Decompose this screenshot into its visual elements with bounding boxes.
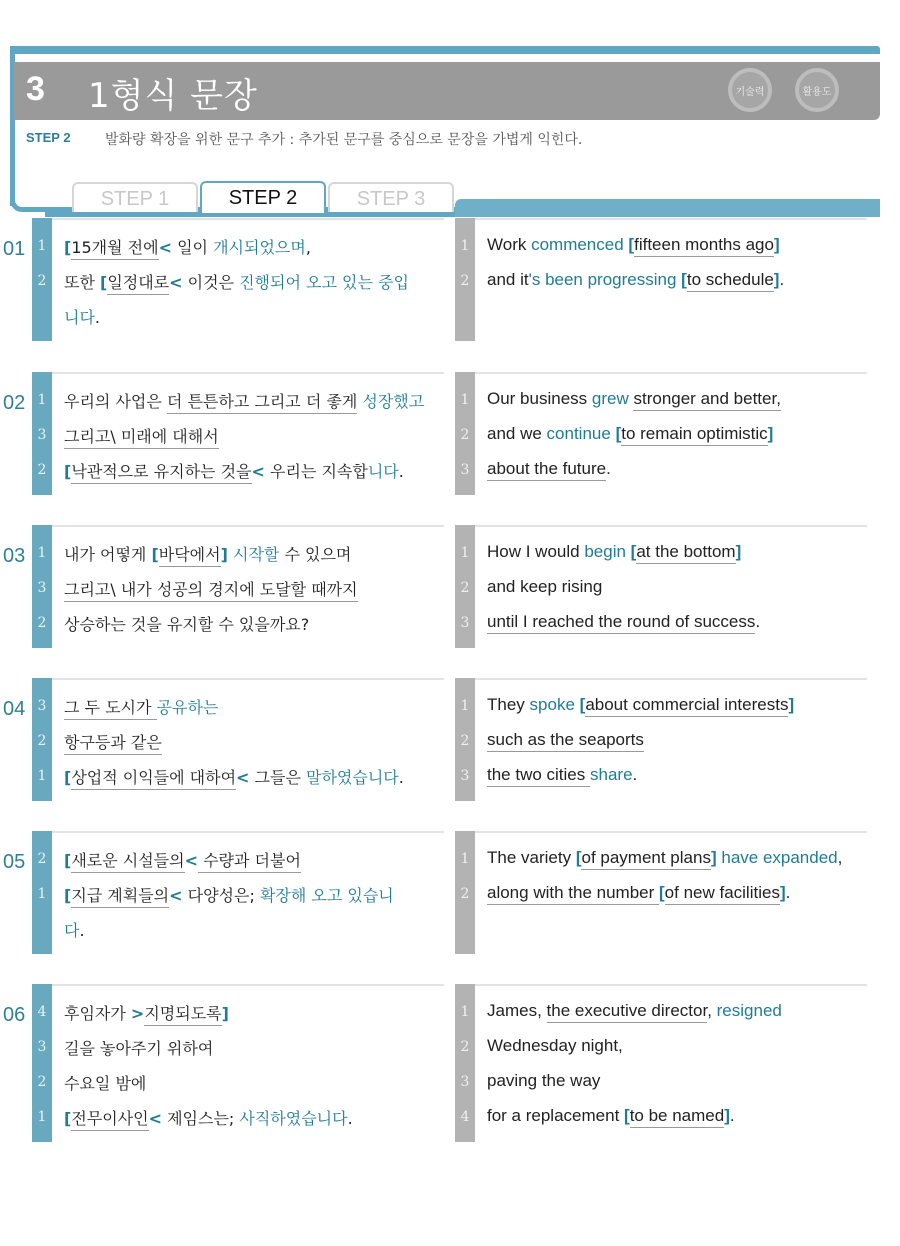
english-column xyxy=(455,218,867,343)
english-column xyxy=(455,678,867,803)
sentence-line xyxy=(455,878,867,913)
bracket-mark: > xyxy=(130,1004,145,1023)
text-segment: 수량과 더불어 xyxy=(198,851,301,873)
bracket-mark: ] xyxy=(767,424,774,443)
line-order-number: 3 xyxy=(37,1039,47,1055)
sentence-line xyxy=(32,760,444,795)
line-text xyxy=(64,1036,213,1059)
bracket-mark: [ xyxy=(64,1109,72,1128)
line-text xyxy=(64,848,301,871)
text-segment: 우리의 사업은 xyxy=(64,392,167,411)
line-text xyxy=(64,695,218,718)
text-segment: until I reached the round of success xyxy=(487,612,755,634)
bracket-mark: < xyxy=(251,462,265,481)
verb-highlight: share xyxy=(590,765,633,784)
item-number: 03 xyxy=(3,545,26,567)
line-text xyxy=(487,848,842,868)
header-frame-corner xyxy=(10,200,50,212)
sentence-line xyxy=(455,265,867,300)
verb-highlight: 개시되었으며 xyxy=(213,238,306,257)
divider xyxy=(455,372,867,374)
sentence-line xyxy=(455,572,867,607)
divider xyxy=(32,678,444,680)
line-order-number: 2 xyxy=(460,1039,470,1055)
line-order-number: 3 xyxy=(37,427,47,443)
text-segment: 그 두 도시가 xyxy=(64,698,157,720)
line-text xyxy=(64,305,100,328)
line-order-number: 2 xyxy=(460,886,470,902)
line-order-number: 1 xyxy=(37,545,47,561)
line-text xyxy=(64,235,311,258)
sentence-line xyxy=(32,454,444,489)
line-text xyxy=(64,270,409,293)
text-segment: to remain optimistic xyxy=(621,424,767,446)
line-order-number: 2 xyxy=(460,427,470,443)
line-text xyxy=(487,765,637,785)
bracket-mark: ] xyxy=(779,883,786,902)
line-order-number: 2 xyxy=(460,580,470,596)
line-order-number: 1 xyxy=(460,238,470,254)
bracket-mark: [ xyxy=(630,542,637,561)
bracket-mark: [ xyxy=(575,848,582,867)
bracket-mark: ] xyxy=(788,695,795,714)
line-text xyxy=(64,542,351,565)
line-text xyxy=(64,883,394,906)
text-segment: Work xyxy=(487,235,532,254)
sentence-line xyxy=(455,996,867,1031)
text-segment: 낙관적으로 유지하는 것을 xyxy=(71,462,251,484)
text-segment: . xyxy=(398,768,404,787)
sentence-line xyxy=(32,725,444,760)
sentence-line xyxy=(455,843,867,878)
bracket-mark: < xyxy=(236,768,250,787)
line-text xyxy=(64,1106,353,1129)
text-segment: of new facilities xyxy=(665,883,780,905)
item-number: 02 xyxy=(3,392,26,414)
text-segment: 바닥에서 xyxy=(159,545,221,567)
text-segment: Our business xyxy=(487,389,592,408)
text-segment: 전무이사인 xyxy=(71,1109,148,1131)
text-segment: 제임스는; xyxy=(162,1109,240,1128)
header-frame-top xyxy=(10,46,880,54)
sentence-line xyxy=(455,607,867,642)
line-text xyxy=(487,1071,600,1091)
verb-highlight: 말하였습니다 xyxy=(306,768,399,787)
divider xyxy=(32,218,444,220)
sentence-line xyxy=(32,690,444,725)
text-segment: 길을 놓아주기 위하여 xyxy=(64,1039,214,1058)
text-segment: such as the seaports xyxy=(487,730,644,752)
bracket-mark: [ xyxy=(659,883,665,902)
line-order-number: 1 xyxy=(460,545,470,561)
line-order-number: 1 xyxy=(37,238,47,254)
line-text xyxy=(64,577,358,600)
sentence-line xyxy=(32,230,444,265)
korean-column xyxy=(32,525,444,650)
bracket-mark: ] xyxy=(773,235,780,254)
bracket-mark: < xyxy=(158,238,172,257)
korean-column xyxy=(32,831,444,956)
line-order-number: 3 xyxy=(460,1074,470,1090)
text-segment: . xyxy=(79,921,85,940)
line-order-number: 1 xyxy=(460,1004,470,1020)
text-segment: . xyxy=(606,459,611,478)
text-segment: and keep rising xyxy=(487,577,603,596)
sentence-line xyxy=(32,843,444,878)
text-segment: 지명되도록 xyxy=(144,1004,221,1026)
line-order-number: 2 xyxy=(37,1074,47,1090)
sentence-line xyxy=(455,1066,867,1101)
line-order-number: 3 xyxy=(37,698,47,714)
line-text xyxy=(487,459,611,479)
text-segment: They xyxy=(487,695,530,714)
line-text xyxy=(487,577,602,597)
bracket-mark: < xyxy=(169,273,183,292)
line-order-number: 1 xyxy=(460,851,470,867)
line-text xyxy=(487,730,644,750)
text-segment: 일이 xyxy=(172,238,214,257)
sentence-line xyxy=(455,230,867,265)
bracket-mark: [ xyxy=(64,462,72,481)
line-order-number: 1 xyxy=(37,768,47,784)
text-segment: about the future xyxy=(487,459,606,481)
bracket-mark: < xyxy=(169,886,183,905)
divider xyxy=(32,525,444,527)
divider xyxy=(32,831,444,833)
verb-highlight: 시작할 xyxy=(233,545,280,564)
verb-highlight: spoke xyxy=(529,695,575,714)
sentence-line xyxy=(32,384,444,419)
bracket-mark: [ xyxy=(151,545,159,564)
line-order-number: 2 xyxy=(37,733,47,749)
text-segment: 새로운 시설들의 xyxy=(71,851,184,873)
line-text xyxy=(64,612,309,635)
line-text xyxy=(64,730,162,753)
text-segment: 더 튼튼하고 그리고 더 좋게 xyxy=(167,392,357,414)
divider xyxy=(455,984,867,986)
verb-highlight: begin xyxy=(584,542,626,561)
text-segment: 상승하는 것을 유지할 수 있을까요? xyxy=(64,615,310,634)
text-segment: paving the way xyxy=(487,1071,601,1090)
sentence-line xyxy=(32,419,444,454)
line-order-number: 4 xyxy=(460,1109,470,1125)
line-order-number: 1 xyxy=(37,886,47,902)
bracket-mark: ] xyxy=(724,1106,730,1125)
line-order-number: 2 xyxy=(37,851,47,867)
english-column xyxy=(455,984,867,1144)
line-text xyxy=(487,1106,735,1126)
sentence-line xyxy=(455,690,867,725)
sentence-line xyxy=(32,878,444,913)
step-label: STEP 2 xyxy=(26,130,71,145)
text-segment: . xyxy=(755,612,761,631)
korean-column xyxy=(32,678,444,803)
english-column xyxy=(455,831,867,956)
verb-highlight: 's been progressing xyxy=(528,270,677,289)
sentence-line xyxy=(32,300,444,335)
verb-highlight: 공유하는 xyxy=(156,698,219,717)
text-segment: at the bottom xyxy=(636,542,735,564)
verb-highlight: resigned xyxy=(716,1001,782,1020)
text-segment: of payment plans xyxy=(581,848,710,870)
text-segment: . xyxy=(94,308,101,327)
text-segment: about commercial interests xyxy=(585,695,788,717)
korean-column xyxy=(32,984,444,1144)
english-column xyxy=(455,525,867,650)
bracket-mark: ] xyxy=(221,1004,229,1023)
text-segment: . xyxy=(785,883,791,902)
bracket-mark: [ xyxy=(681,270,687,289)
text-segment: . xyxy=(632,765,638,784)
text-segment: 상업적 이익들에 대하여 xyxy=(71,768,236,790)
line-order-number: 2 xyxy=(460,733,470,749)
badge-usage: 활용도 xyxy=(795,68,839,112)
english-column xyxy=(455,372,867,497)
text-segment: 15개월 전에 xyxy=(71,238,158,260)
line-text xyxy=(487,883,790,903)
line-order-number: 3 xyxy=(37,580,47,596)
header-frame-bottom-light xyxy=(455,199,880,217)
sentence-line xyxy=(455,537,867,572)
text-segment: for a replacement xyxy=(487,1106,625,1125)
text-segment: . xyxy=(398,462,404,481)
text-segment: to schedule xyxy=(687,270,774,292)
line-text xyxy=(487,424,773,444)
sentence-line xyxy=(32,1101,444,1136)
sentence-line xyxy=(455,454,867,489)
line-order-number: 1 xyxy=(460,392,470,408)
verb-highlight: 성장했고 xyxy=(362,392,425,411)
text-segment: 이것은 xyxy=(182,273,240,292)
text-segment: 그리고\ 미래에 대해서 xyxy=(64,427,219,449)
line-text xyxy=(487,695,794,715)
divider xyxy=(455,678,867,680)
item-number: 06 xyxy=(3,1004,26,1026)
item-number: 05 xyxy=(3,851,26,873)
text-segment: 항구등과 같은 xyxy=(64,733,162,755)
bracket-mark: [ xyxy=(615,424,622,443)
text-segment: , xyxy=(837,848,843,867)
text-segment: 우리는 지속합 xyxy=(264,462,368,481)
line-text xyxy=(64,1071,146,1094)
text-segment: Wednesday night, xyxy=(487,1036,623,1055)
text-segment: 지급 계획들의 xyxy=(71,886,169,908)
sentence-line xyxy=(32,1031,444,1066)
bracket-mark: [ xyxy=(100,273,108,292)
line-text xyxy=(64,424,219,447)
sentence-line xyxy=(455,384,867,419)
text-segment: . xyxy=(779,270,785,289)
section-number: 3 xyxy=(26,70,45,108)
line-order-number: 2 xyxy=(37,462,47,478)
line-order-number: 2 xyxy=(37,273,47,289)
line-text xyxy=(487,389,781,409)
step-description: 발화량 확장을 위한 문구 추가 : 추가된 문구를 중심으로 문장을 가볍게 익힌다. xyxy=(105,132,583,148)
bracket-mark: [ xyxy=(579,695,586,714)
text-segment: . xyxy=(347,1109,353,1128)
sentence-line xyxy=(455,419,867,454)
verb-highlight: commenced xyxy=(531,235,624,254)
line-text xyxy=(487,1001,782,1021)
item-number: 01 xyxy=(3,238,26,260)
verb-highlight: 니다 xyxy=(367,462,399,481)
text-segment: to be named xyxy=(630,1106,725,1128)
bracket-mark: [ xyxy=(64,768,72,787)
verb-highlight: have expanded xyxy=(721,848,838,867)
line-order-number: 2 xyxy=(460,273,470,289)
divider xyxy=(455,525,867,527)
sentence-line xyxy=(455,1101,867,1136)
line-text xyxy=(487,542,741,562)
line-text xyxy=(64,1001,229,1024)
sentence-line xyxy=(455,1031,867,1066)
text-segment: and it xyxy=(487,270,529,289)
text-segment: 수요일 밤에 xyxy=(64,1074,147,1093)
text-segment: and we xyxy=(487,424,547,443)
tab-step-2[interactable]: STEP 2 xyxy=(200,181,326,213)
tab-step-1[interactable]: STEP 1 xyxy=(72,182,198,212)
text-segment: along with the number xyxy=(487,883,659,905)
text-segment: , xyxy=(305,238,311,257)
korean-column xyxy=(32,218,444,343)
text-segment: the executive director xyxy=(547,1001,708,1023)
text-segment: 그리고\ 내가 성공의 경지에 도달할 때까지 xyxy=(64,580,358,602)
line-order-number: 1 xyxy=(460,698,470,714)
sentence-line xyxy=(455,760,867,795)
bracket-mark: [ xyxy=(64,886,72,905)
text-segment: stronger and better, xyxy=(633,389,780,411)
verb-highlight: continue xyxy=(546,424,611,443)
text-segment: James, xyxy=(487,1001,547,1020)
sentence-line xyxy=(32,537,444,572)
item-number: 04 xyxy=(3,698,26,720)
badge-skill: 기술력 xyxy=(728,68,772,112)
line-text xyxy=(64,459,404,482)
text-segment: , xyxy=(707,1001,717,1020)
sentence-line xyxy=(32,265,444,300)
sentence-line xyxy=(32,1066,444,1101)
line-order-number: 4 xyxy=(37,1004,47,1020)
line-text xyxy=(487,612,760,632)
divider xyxy=(32,372,444,374)
sentence-line xyxy=(455,725,867,760)
bracket-mark: [ xyxy=(64,238,72,257)
bracket-mark: < xyxy=(184,851,198,870)
text-segment: the two cities xyxy=(487,765,590,787)
divider xyxy=(455,831,867,833)
bracket-mark: < xyxy=(148,1109,162,1128)
bracket-mark: [ xyxy=(624,1106,630,1125)
text-segment: 일정대로 xyxy=(107,273,169,295)
divider xyxy=(32,984,444,986)
text-segment: 수 있으며 xyxy=(279,545,352,564)
tab-step-3[interactable]: STEP 3 xyxy=(328,182,454,212)
line-order-number: 2 xyxy=(37,615,47,631)
bracket-mark: ] xyxy=(710,848,717,867)
bracket-mark: [ xyxy=(628,235,635,254)
line-order-number: 1 xyxy=(37,1109,47,1125)
verb-highlight: grew xyxy=(591,389,629,408)
bracket-mark: ] xyxy=(773,270,780,289)
line-order-number: 3 xyxy=(460,615,470,631)
korean-column xyxy=(32,372,444,497)
sentence-line xyxy=(32,572,444,607)
line-text xyxy=(487,235,780,255)
divider xyxy=(455,218,867,220)
line-order-number: 3 xyxy=(460,462,470,478)
bracket-mark: [ xyxy=(64,851,72,870)
line-text xyxy=(64,765,404,788)
text-segment: How I would xyxy=(487,542,585,561)
line-text xyxy=(487,270,784,290)
line-text xyxy=(64,918,85,941)
text-segment: fifteen months ago xyxy=(634,235,774,257)
line-text xyxy=(64,389,424,412)
bracket-mark: ] xyxy=(220,545,228,564)
text-segment: 후임자가 xyxy=(64,1004,131,1023)
text-segment: 그들은 xyxy=(249,768,306,787)
text-segment: 다양성은; xyxy=(182,886,260,905)
text-segment: 또한 xyxy=(64,273,100,292)
section-title: 1형식 문장 xyxy=(88,76,258,116)
sentence-line xyxy=(32,607,444,642)
text-segment: The variety xyxy=(487,848,576,867)
verb-highlight: 니다 xyxy=(64,308,95,327)
verb-highlight: 다 xyxy=(64,921,80,940)
line-text xyxy=(487,1036,623,1056)
sentence-line xyxy=(32,913,444,948)
verb-highlight: 확장해 오고 있습니 xyxy=(259,886,394,905)
text-segment: 내가 어떻게 xyxy=(64,545,152,564)
text-segment: . xyxy=(729,1106,735,1125)
line-order-number: 3 xyxy=(460,768,470,784)
line-order-number: 1 xyxy=(37,392,47,408)
verb-highlight: 사직하였습니다 xyxy=(239,1109,348,1128)
bracket-mark: ] xyxy=(735,542,742,561)
verb-highlight: 진행되어 오고 있는 중입 xyxy=(239,273,409,292)
sentence-line xyxy=(32,996,444,1031)
